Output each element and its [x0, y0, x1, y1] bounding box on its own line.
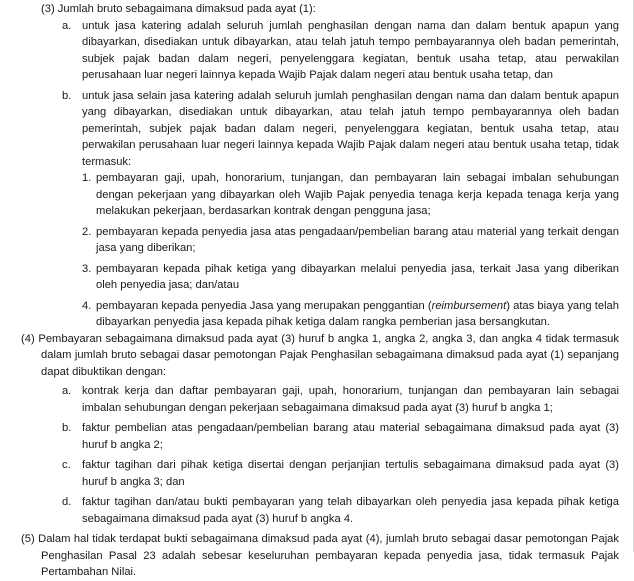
paragraph-3	[0, 1, 633, 331]
clause-marker: b.	[62, 89, 72, 102]
clause-marker: c.	[62, 459, 71, 471]
subclause-text: pembayaran kepada pihak ketiga yang dibayarkan melalui penyedia jasa, terkait Jasa yang diberikan oleh penyedia jasa; dan/atau	[96, 262, 619, 291]
clause-marker: b.	[62, 422, 72, 434]
subclause-text: pembayaran kepada penyedia jasa atas pengadaan/pembelian barang atau material yang terkait dengan jasa yang diberikan;	[96, 225, 619, 254]
clause-marker: a.	[62, 19, 72, 32]
subclause-marker: 1.	[82, 172, 92, 184]
subclause-marker: 4.	[82, 299, 92, 312]
clause-text: faktur pembelian atas pengadaan/pembelian barang atau material sebagaimana dimaksud pada ayat (3) huruf b angka 2;	[82, 422, 619, 451]
clause-text: kontrak kerja dan daftar pembayaran gaji, upah, honorarium, tunjangan dan pembayaran lain sebagai imbalan sehubungan dengan pekerjaan sebagaimana dimaksud pada ayat (3) huruf b angka 1;	[82, 385, 619, 414]
subclause-text: pembayaran gaji, upah, honorarium, tunjangan, dan pembayaran lain sebagai imbalan sehubungan dengan pekerjaan yang dibayarkan oleh Wajib Pajak penyedia tenaga kerja kepada tenaga kerja yang melakukan pekerjaan, berdasarkan kontrak dengan pengguna jasa;	[96, 172, 619, 217]
clause-3b	[62, 88, 619, 171]
clause-text: faktur tagihan dari pihak ketiga disertai dengan perjanjian tertulis sebagaimana dimaksud pada ayat (3) huruf b angka 3; dan	[82, 459, 619, 488]
clause-3a-text: untuk jasa katering adalah seluruh jumlah penghasilan dengan nama dan dalam bentuk apapun yang dibayarkan, disediakan untuk dibayarkan, atau telah jatuh tempo pembayarannya oleh badan pemerintah, subjek pajak badan dalam negeri, penyelenggara kegiatan, bentuk usaha tetap, atau perwakilan perusahaan luar negeri lainnya kepada Wajib Pajak dalam negeri atau bentuk usaha tetap, dan	[82, 19, 619, 81]
paragraph-5-heading	[21, 531, 619, 581]
clause-4b	[62, 420, 619, 453]
paragraph-4-text: (4) Pembayaran sebagaimana dimaksud pada ayat (3) huruf b angka 1, angka 2, angka 3, dan angka 4 tidak termasuk dalam jumlah bruto sebagai dasar pemotongan Pajak Penghasilan sebagaimana dimaksud pada ayat (1) sepanjang dapat dibuktikan dengan:	[21, 332, 619, 378]
clause-marker: a.	[62, 385, 72, 397]
paragraph-4	[0, 331, 633, 528]
clause-4c	[62, 457, 619, 490]
clause-4d	[62, 494, 619, 527]
subclause-3b-4	[82, 298, 619, 331]
clause-3a	[62, 18, 619, 84]
clause-marker: d.	[62, 496, 72, 508]
subclause-3b-1	[82, 170, 619, 220]
paragraph-3-heading	[41, 1, 619, 18]
clause-text: faktur tagihan dan/atau bukti pembayaran yang telah dibayarkan oleh penyedia jasa kepada pihak ketiga sebagaimana dimaksud pada ayat (3) huruf b angka 4.	[82, 496, 619, 525]
subclause-3b-3	[82, 261, 619, 294]
paragraph-4-heading	[21, 331, 619, 381]
subclause-text-before: pembayaran kepada penyedia Jasa yang merupakan penggantian (	[96, 299, 432, 312]
subclause-marker: 3.	[82, 262, 92, 275]
clause-4a	[62, 383, 619, 416]
subclause-italic-term: reimbursement	[431, 299, 507, 312]
paragraph-3-text: (3) Jumlah bruto sebagaimana dimaksud pada ayat (1):	[41, 3, 316, 15]
clause-3b-text: untuk jasa selain jasa katering adalah seluruh jumlah penghasilan dengan nama dan dalam bentuk apapun yang dibayarkan, disediakan untuk dibayarkan, atau telah jatuh tempo pembayarannya oleh badan pemerintah, subjek pajak badan dalam negeri, penyelenggara kegiatan, bentuk usaha tetap, atau perwakilan perusahaan luar negeri lainnya kepada Wajib Pajak dalam negeri atau bentuk usaha tetap, tidak termasuk:	[82, 89, 619, 168]
paragraph-5	[0, 531, 633, 581]
subclause-text-after: ) atas biaya yang telah dibayarkan penyedia jasa kepada pihak ketiga dalam rangka pemberian jasa bersangkutan.	[96, 299, 619, 328]
subclause-3b-2	[82, 224, 619, 257]
paragraph-5-text: (5) Dalam hal tidak terdapat bukti sebagaimana dimaksud pada ayat (4), jumlah bruto sebagai dasar pemotongan Pajak Penghasilan Pasal 23 adalah sebesar keseluruhan pembayaran kepada penyedia jasa, tidak termasuk Pajak Pertambahan Nilai.	[21, 533, 619, 578]
subclause-marker: 2.	[82, 225, 92, 238]
